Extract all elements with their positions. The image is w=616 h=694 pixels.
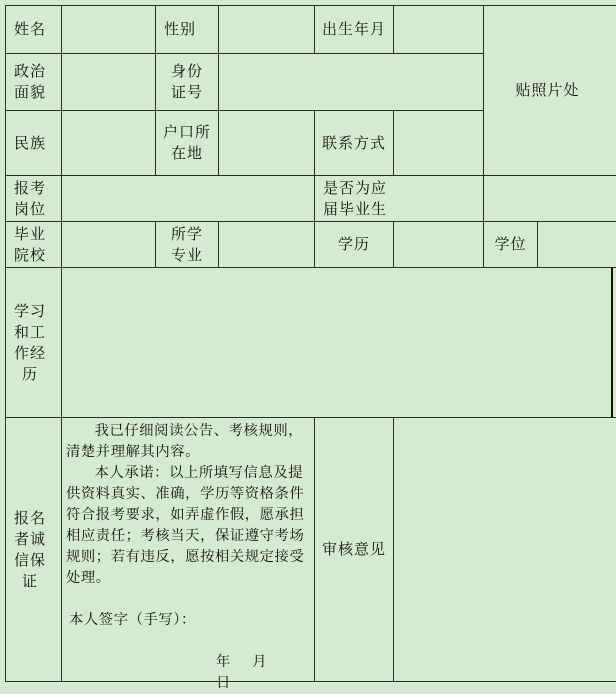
- hukou-field[interactable]: [219, 111, 314, 175]
- id-number-field[interactable]: [219, 54, 483, 110]
- experience-field[interactable]: [62, 268, 611, 417]
- date-day: 日: [216, 675, 231, 691]
- ethnicity-field[interactable]: [62, 111, 155, 175]
- review-opinion-field[interactable]: [394, 418, 616, 681]
- major-label: 所学 专业: [170, 224, 203, 264]
- experience-label: 学习 和工 作经 历: [14, 301, 47, 383]
- political-status-field[interactable]: [62, 54, 155, 110]
- school-label: 毕业 院校: [14, 224, 47, 264]
- grid-line: [5, 681, 616, 682]
- gender-label: 性别: [164, 20, 197, 38]
- ethnicity-label: 民族: [14, 133, 47, 152]
- date-month: 月: [252, 654, 267, 670]
- date-year: 年: [216, 654, 231, 670]
- name-field[interactable]: [62, 6, 155, 53]
- major-field[interactable]: [219, 222, 314, 267]
- school-field[interactable]: [62, 222, 155, 267]
- pledge-paragraph-1: 我已仔细阅读公告、考核规则，清楚并理解其内容。: [66, 423, 304, 460]
- education-field[interactable]: [394, 222, 483, 267]
- contact-label: 联系方式: [321, 133, 386, 152]
- birth-date-field[interactable]: [394, 6, 483, 53]
- position-field[interactable]: [62, 176, 314, 221]
- pledge-paragraph-2: 本人承诺：以上所填写信息及提供资料真实、准确，学历等资格条件符合报考要求，如弄虚作假，愿承担相应责任；考核当天，保证遵守考场规则；若有违反，愿按相关规定接受处理。: [66, 465, 305, 586]
- gender-field[interactable]: [219, 6, 314, 53]
- pledge-label: 报名 者诚 信保 证: [14, 508, 47, 590]
- grid-line: [611, 267, 613, 417]
- photo-placeholder[interactable]: 贴照片处: [515, 81, 580, 99]
- birth-date-label: 出生年月: [321, 20, 386, 38]
- political-status-label: 政治 面貌: [14, 62, 47, 101]
- signature-label: 本人签字（手写）：: [69, 612, 196, 628]
- degree-label: 学位: [494, 235, 527, 253]
- date-line: [216, 652, 310, 694]
- name-label: 姓名: [14, 20, 47, 38]
- review-opinion-label: 审核意见: [321, 540, 386, 558]
- fresh-graduate-label: 是否为应 届毕业生: [323, 178, 388, 218]
- signature-field[interactable]: [62, 600, 314, 640]
- id-number-label: 身份 证号: [170, 62, 203, 101]
- degree-field[interactable]: [538, 222, 611, 267]
- hukou-label: 户口所 在地: [162, 123, 211, 162]
- contact-field[interactable]: [394, 111, 483, 175]
- fresh-graduate-field[interactable]: [394, 176, 611, 221]
- education-label: 学历: [337, 235, 370, 253]
- position-label: 报考 岗位: [14, 178, 47, 218]
